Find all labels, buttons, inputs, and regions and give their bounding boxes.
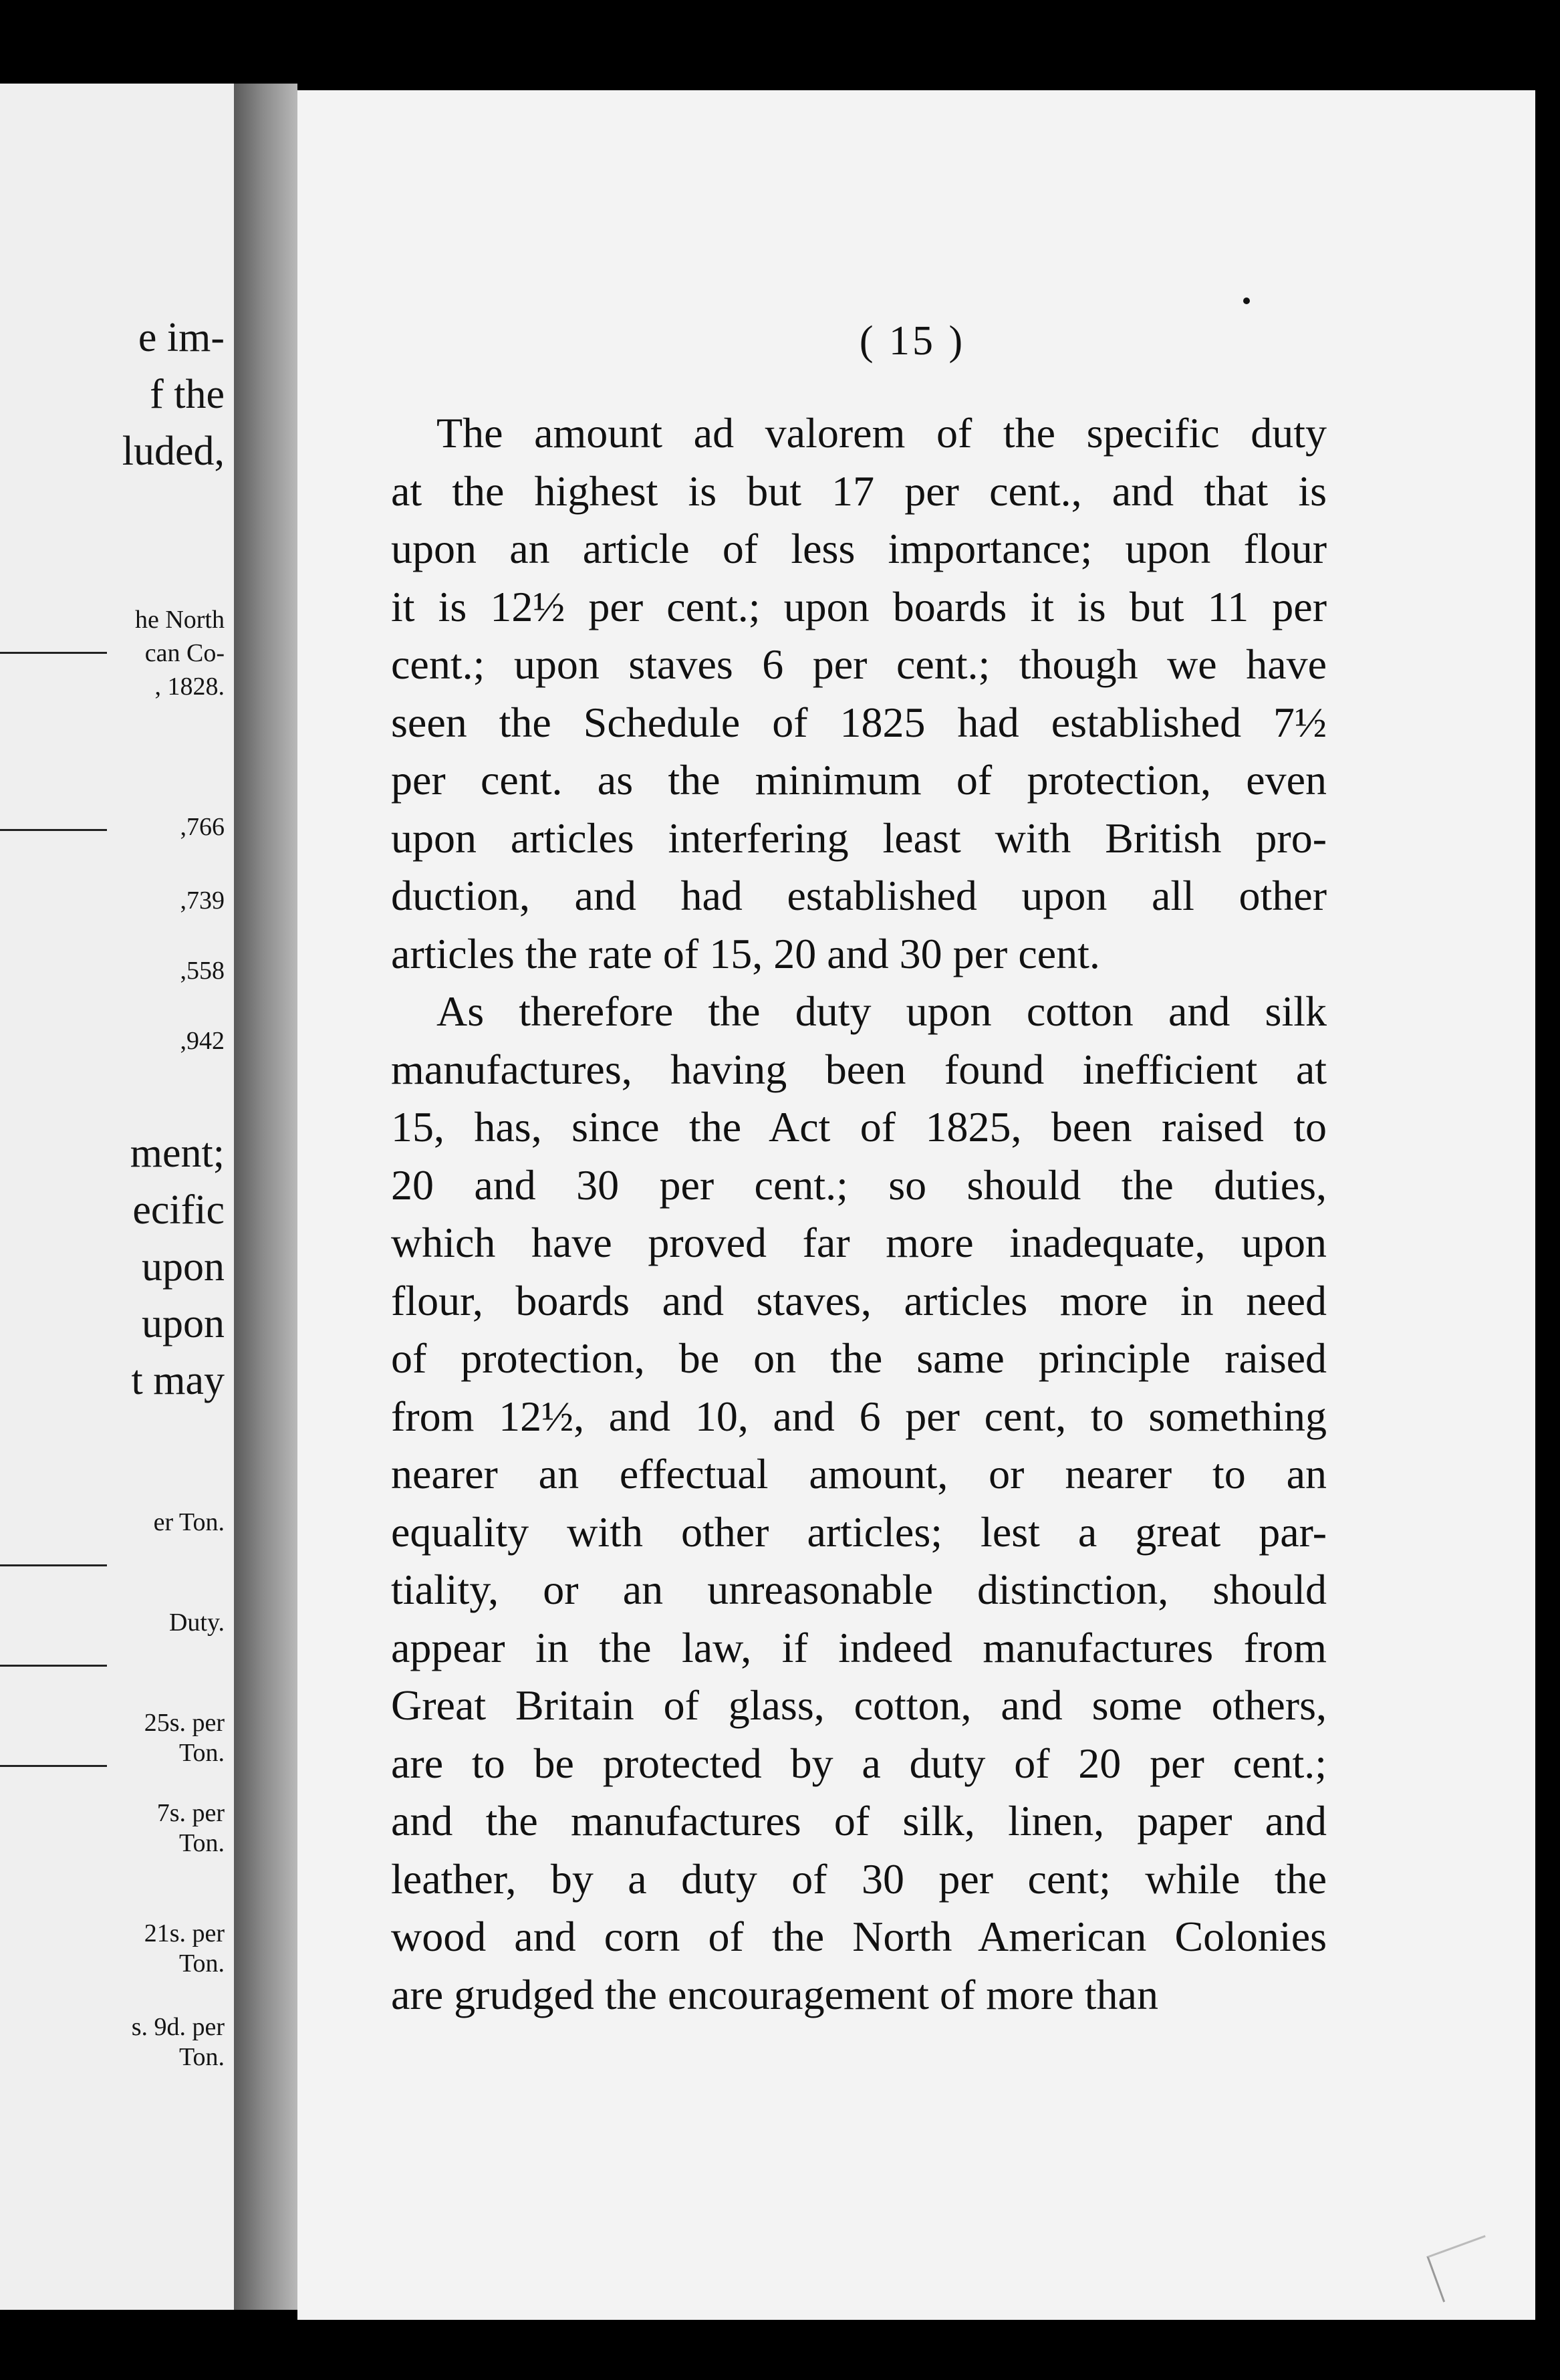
text-line: appear in the law, if indeed manufactures from xyxy=(391,1623,1327,1671)
left-page-text-fragment: he North xyxy=(134,606,225,634)
speck-mark xyxy=(1243,298,1250,304)
left-page-text-fragment: 7s. per xyxy=(156,1799,225,1827)
right-page xyxy=(297,90,1535,2320)
text-line: As therefore the duty upon cotton and silk xyxy=(436,987,1327,1035)
text-line: which have proved far more inadequate, upon xyxy=(391,1219,1327,1266)
table-rule xyxy=(0,652,107,654)
text-line: nearer an effectual amount, or nearer to an xyxy=(391,1450,1327,1498)
left-page-text-fragment: Ton. xyxy=(178,1829,225,1857)
paragraph xyxy=(391,983,1327,2024)
page-number: ( 15 ) xyxy=(859,318,966,364)
text-line: it is 12½ per cent.; upon boards it is but 11 per xyxy=(391,582,1327,630)
left-page-text-fragment: Duty. xyxy=(168,1609,225,1637)
text-line: 15, has, since the Act of 1825, been raised to xyxy=(391,1103,1327,1151)
left-facing-page xyxy=(0,84,234,2310)
text-line: cent.; upon staves 6 per cent.; though we have xyxy=(391,640,1327,688)
text-line: are grudged the encouragement of more than xyxy=(391,1970,1158,2018)
left-page-text-fragment: ,739 xyxy=(180,886,225,915)
left-page-text-fragment: s. 9d. per xyxy=(131,2013,225,2041)
table-rule xyxy=(0,1765,107,1767)
left-page-text-fragment: upon xyxy=(142,1301,225,1346)
left-page-text-fragment: er Ton. xyxy=(153,1508,225,1536)
left-page-text-fragment: f the xyxy=(150,372,225,417)
table-rule xyxy=(0,1564,107,1566)
left-page-text-fragment: upon xyxy=(142,1244,225,1290)
text-line: tiality, or an unreasonable distinction, should xyxy=(391,1566,1327,1613)
text-line: flour, boards and staves, articles more in need xyxy=(391,1276,1327,1324)
left-page-text-fragment: ment; xyxy=(130,1130,225,1176)
text-line: wood and corn of the North American Colonies xyxy=(391,1913,1327,1960)
text-line: at the highest is but 17 per cent., and that is xyxy=(391,467,1327,515)
left-page-text-fragment: ,558 xyxy=(180,957,225,985)
left-page-text-fragment: ,942 xyxy=(180,1027,225,1055)
text-line: manufactures, having been found inefficient at xyxy=(391,1045,1327,1093)
left-page-text-fragment: 25s. per xyxy=(144,1709,225,1737)
text-line: and the manufactures of silk, linen, paper and xyxy=(391,1797,1327,1844)
text-line: seen the Schedule of 1825 had established 7½ xyxy=(391,698,1327,746)
book-gutter xyxy=(234,84,297,2310)
left-page-text-fragment: , 1828. xyxy=(154,673,225,701)
text-line: are to be protected by a duty of 20 per cent.; xyxy=(391,1739,1327,1787)
left-page-text-fragment: 21s. per xyxy=(144,1919,225,1947)
left-page-text-fragment: Ton. xyxy=(178,2043,225,2071)
text-line: leather, by a duty of 30 per cent; while the xyxy=(391,1855,1327,1903)
text-line: per cent. as the minimum of protection, even xyxy=(391,756,1327,804)
left-page-text-fragment: luded, xyxy=(122,429,225,474)
text-line: from 12½, and 10, and 6 per cent, to something xyxy=(391,1392,1327,1440)
corner-fold-mark xyxy=(1426,2235,1501,2302)
text-line: Great Britain of glass, cotton, and some others, xyxy=(391,1681,1327,1729)
left-page-text-fragment: Ton. xyxy=(178,1739,225,1767)
text-line: articles the rate of 15, 20 and 30 per cent. xyxy=(391,929,1100,977)
left-page-text-fragment: Ton. xyxy=(178,1949,225,1978)
left-page-text-fragment: ,766 xyxy=(180,813,225,841)
paragraph xyxy=(391,404,1327,983)
text-line: The amount ad valorem of the specific duty xyxy=(436,409,1327,457)
text-line: of protection, be on the same principle raised xyxy=(391,1334,1327,1382)
left-page-text-fragment: ecific xyxy=(132,1187,225,1233)
left-page-text-fragment: e im- xyxy=(138,315,225,360)
table-rule xyxy=(0,829,107,831)
text-line: upon an article of less importance; upon flour xyxy=(391,525,1327,572)
left-page-text-fragment: can Co- xyxy=(144,639,225,667)
text-line: 20 and 30 per cent.; so should the duties, xyxy=(391,1161,1327,1209)
text-line: upon articles interfering least with British pro- xyxy=(391,814,1327,862)
text-line: equality with other articles; lest a great par- xyxy=(391,1508,1327,1556)
table-rule xyxy=(0,1665,107,1667)
text-line: duction, and had established upon all other xyxy=(391,872,1327,919)
body-text xyxy=(391,404,1327,2024)
left-page-text-fragment: t may xyxy=(131,1358,225,1403)
